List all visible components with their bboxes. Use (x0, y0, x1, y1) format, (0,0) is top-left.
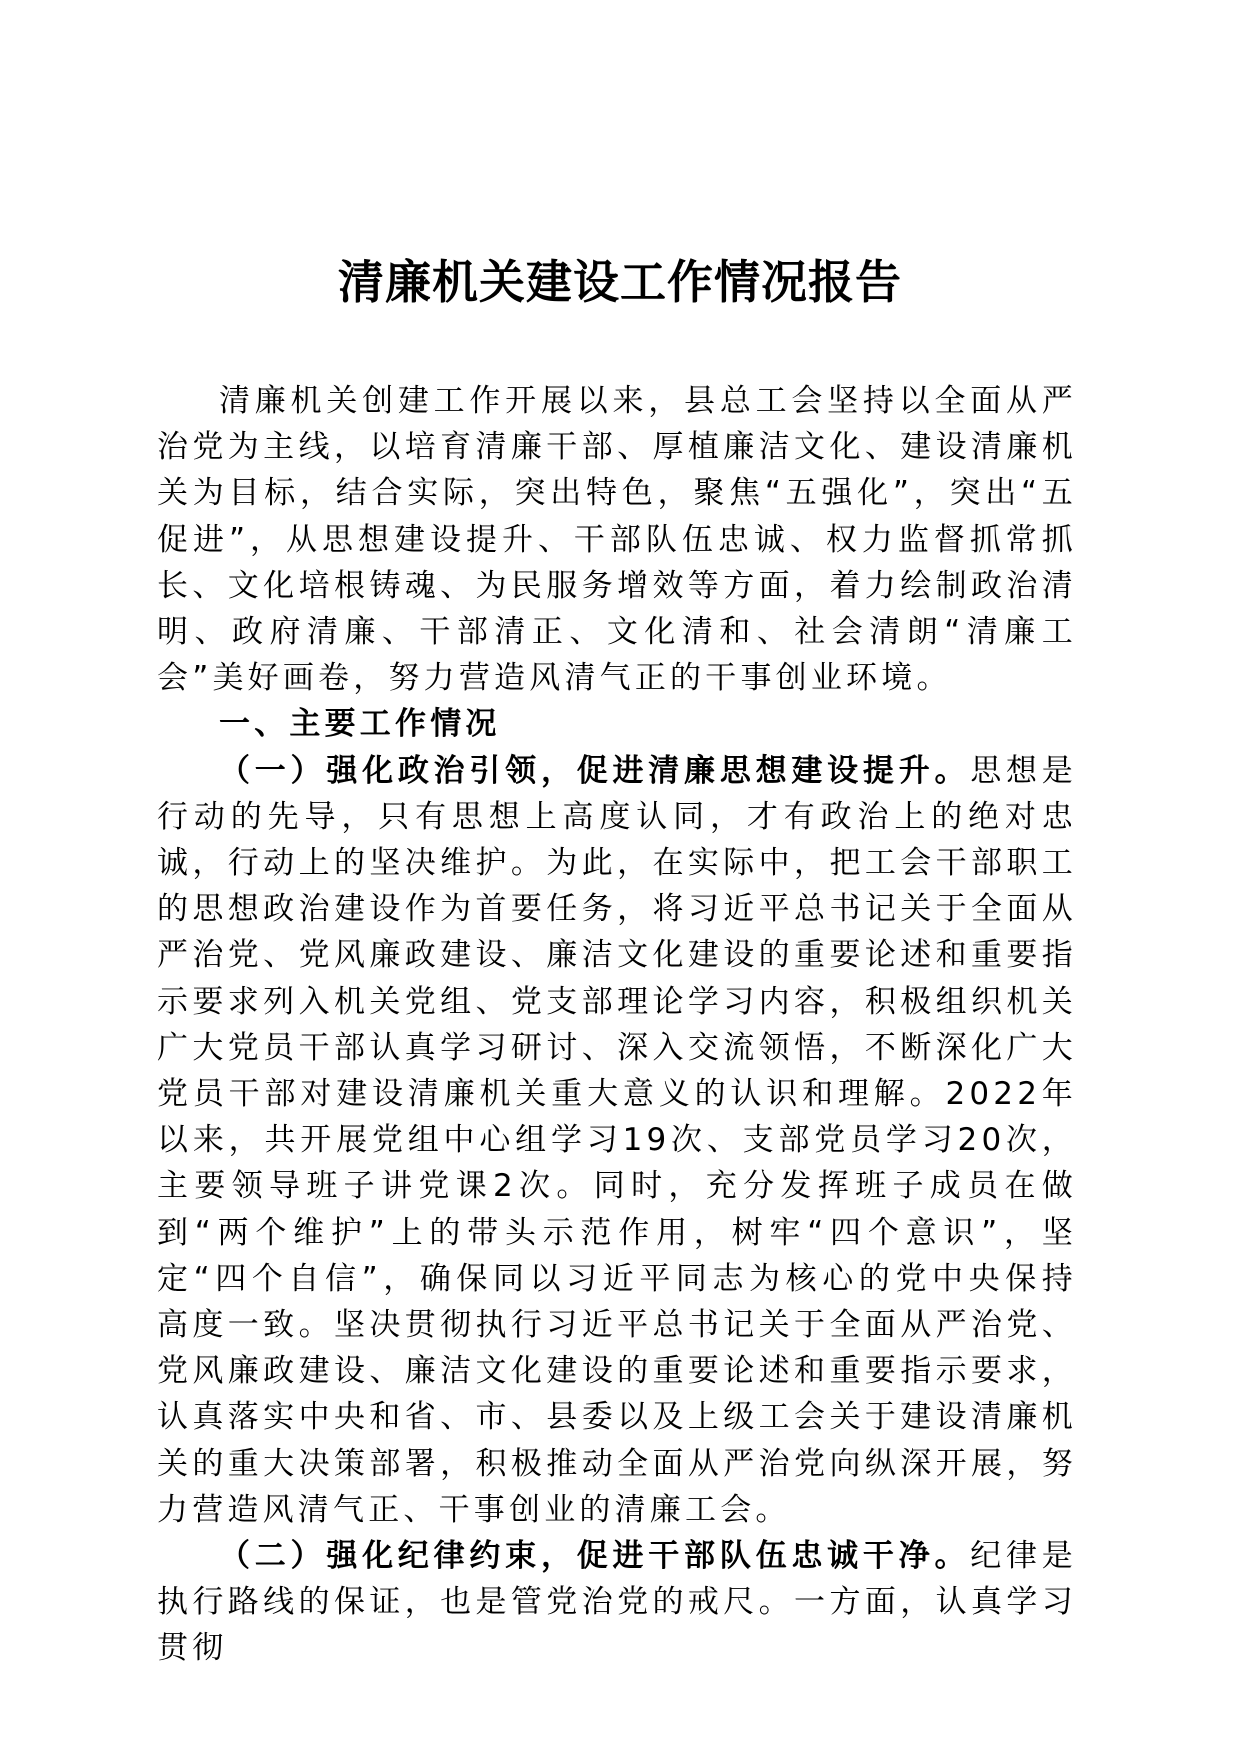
item2-heading: （二）强化纪律约束，促进干部队伍忠诚干净。 (219, 1538, 971, 1575)
item2-paragraph (157, 1533, 1077, 1672)
item1-paragraph (157, 748, 1077, 1533)
document-title: 清廉机关建设工作情况报告 (338, 255, 902, 309)
intro-paragraph: 清廉机关创建工作开展以来，县总工会坚持以全面从严治党为主线，以培育清廉干部、厚植廉洁文化、建设清廉机关为目标，结合实际，突出特色，聚焦“五强化”，突出“五促进”，从思想建设提升、干部队伍忠诚、权力监督抓常抓长、文化培根铸魂、为民服务增效等方面，着力绘制政治清明、政府清廉、干部清正、文化清和、社会清朗“清廉工会”美好画卷，努力营造风清气正的干事创业环境。 (157, 383, 1077, 697)
item1-heading: （一）强化政治引领，促进清廉思想建设提升。 (219, 752, 971, 789)
item2-body: 纪律是执行路线的保证，也是管党治党的戒尺。一方面，认真学习贯彻 (157, 1538, 1077, 1667)
document-body (157, 378, 1077, 1672)
item1-body: 思想是行动的先导，只有思想上高度认同，才有政治上的绝对忠诚，行动上的坚决维护。为此，在实际中，把工会干部职工的思想政治建设作为首要任务，将习近平总书记关于全面从严治党、党风廉政建设、廉洁文化建设的重要论述和重要指示要求列入机关党组、党支部理论学习内容，积极组织机关广大党员干部认真学习研讨、深入交流领悟，不断深化广大党员干部对建设清廉机关重大意义的认识和理解。2022年以来，共开展党组中心组学习19次、支部党员学习20次，主要领导班子讲党课2次。同时，充分发挥班子成员在做到“两个维护”上的带头示范作用，树牢“四个意识”，坚定“四个自信”，确保同以习近平同志为核心的党中央保持高度一致。坚决贯彻执行习近平总书记关于全面从严治党、党风廉政建设、廉洁文化建设的重要论述和重要指示要求，认真落实中央和省、市、县委以及上级工会关于建设清廉机关的重大决策部署，积极推动全面从严治党向纵深开展，努力营造风清气正、干事创业的清廉工会。 (157, 752, 1077, 1528)
section-heading: 一、主要工作情况 (219, 706, 501, 743)
